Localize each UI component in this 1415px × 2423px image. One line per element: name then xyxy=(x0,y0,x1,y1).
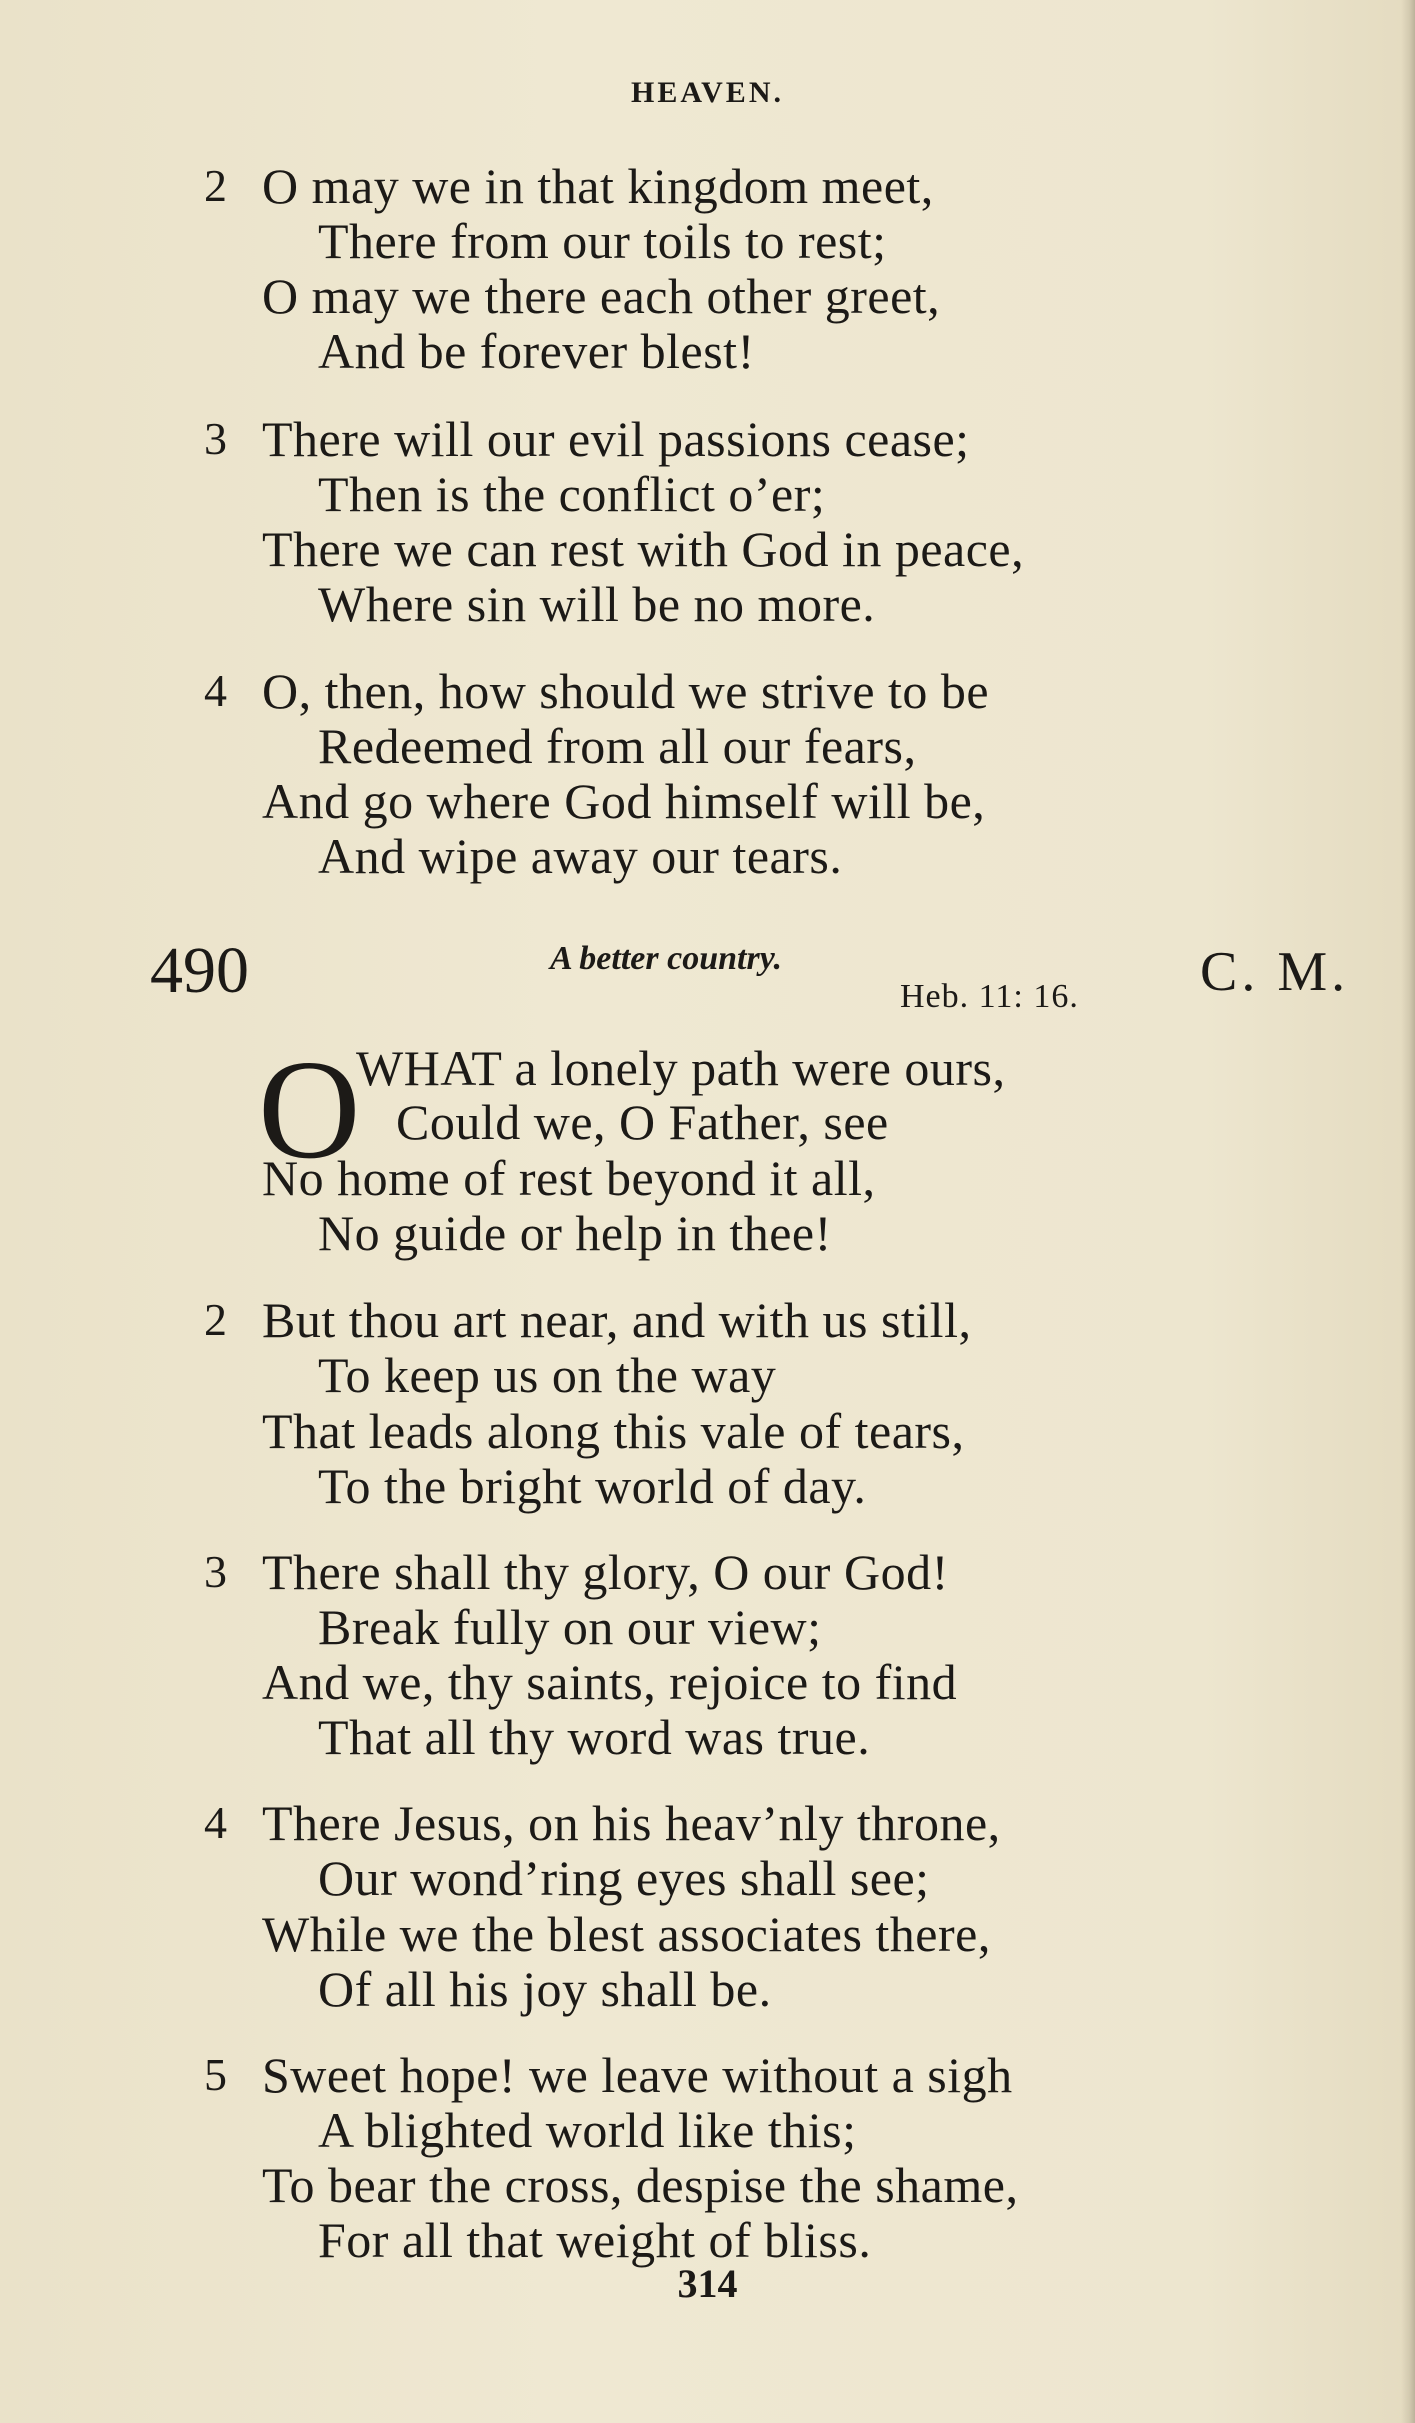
verse-line: O may we there each other greet, xyxy=(262,268,941,324)
drop-cap: O xyxy=(258,1030,361,1188)
verse-line: There from our toils to rest; xyxy=(318,213,887,269)
verse-line: But thou art near, and with us still, xyxy=(262,1292,972,1348)
verse-line: For all that weight of bliss. xyxy=(318,2212,872,2268)
verse-line: There will our evil passions cease; xyxy=(262,411,970,467)
verse-line: To keep us on the way xyxy=(318,1347,777,1403)
verse-line: And we, thy saints, rejoice to find xyxy=(262,1654,958,1710)
verse-line: To bear the cross, despise the shame, xyxy=(262,2157,1019,2213)
verse-line: Our wond’ring eyes shall see; xyxy=(318,1850,930,1906)
verse-line: Sweet hope! we leave without a sigh xyxy=(262,2047,1013,2103)
stanza-number: 5 xyxy=(204,2049,227,2100)
page-number: 314 xyxy=(677,2261,738,2306)
verse-line: And be forever blest! xyxy=(318,323,755,379)
verse-line: To the bright world of day. xyxy=(318,1458,867,1514)
verse-line: O, then, how should we strive to be xyxy=(262,663,990,719)
verse-line: There Jesus, on his heav’nly throne, xyxy=(262,1795,1001,1851)
verse-line: WHAT a lonely path were ours, xyxy=(356,1040,1006,1096)
verse-line: That all thy word was true. xyxy=(318,1709,871,1765)
stanza-number: 2 xyxy=(204,160,227,211)
verse-line: Where sin will be no more. xyxy=(318,576,876,632)
verse-line: There we can rest with God in peace, xyxy=(262,521,1025,577)
verse-line: And go where God himself will be, xyxy=(262,773,986,829)
verse-line: That leads along this vale of tears, xyxy=(262,1403,965,1459)
stanza-number: 3 xyxy=(204,1546,227,1597)
running-head: HEAVEN. xyxy=(631,76,784,109)
page-edge-shadow xyxy=(1401,0,1415,2423)
stanza-number: 2 xyxy=(204,1294,227,1345)
verse-line: No home of rest beyond it all, xyxy=(262,1150,876,1206)
hymn-number: 490 xyxy=(150,934,249,1007)
verse-line: A blighted world like this; xyxy=(318,2102,857,2158)
verse-line: While we the blest associates there, xyxy=(262,1906,991,1962)
stanza-number: 3 xyxy=(204,413,227,464)
hymn-meter: C. M. xyxy=(1200,941,1350,1003)
verse-line: There shall thy glory, O our God! xyxy=(262,1544,949,1600)
verse-line: No guide or help in thee! xyxy=(318,1205,832,1261)
verse-line: O may we in that kingdom meet, xyxy=(262,158,934,214)
verse-line: Of all his joy shall be. xyxy=(318,1961,772,2017)
verse-line: And wipe away our tears. xyxy=(318,828,843,884)
stanza-number: 4 xyxy=(204,1797,227,1848)
verse-line: Then is the conflict o’er; xyxy=(318,466,826,522)
stanza-number: 4 xyxy=(204,665,227,716)
verse-line: Could we, O Father, see xyxy=(396,1094,889,1150)
scripture-reference: Heb. 11: 16. xyxy=(900,978,1079,1015)
hymn-title: A better country. xyxy=(550,940,783,977)
verse-line: Break fully on our view; xyxy=(318,1599,822,1655)
verse-line: Redeemed from all our fears, xyxy=(318,718,917,774)
